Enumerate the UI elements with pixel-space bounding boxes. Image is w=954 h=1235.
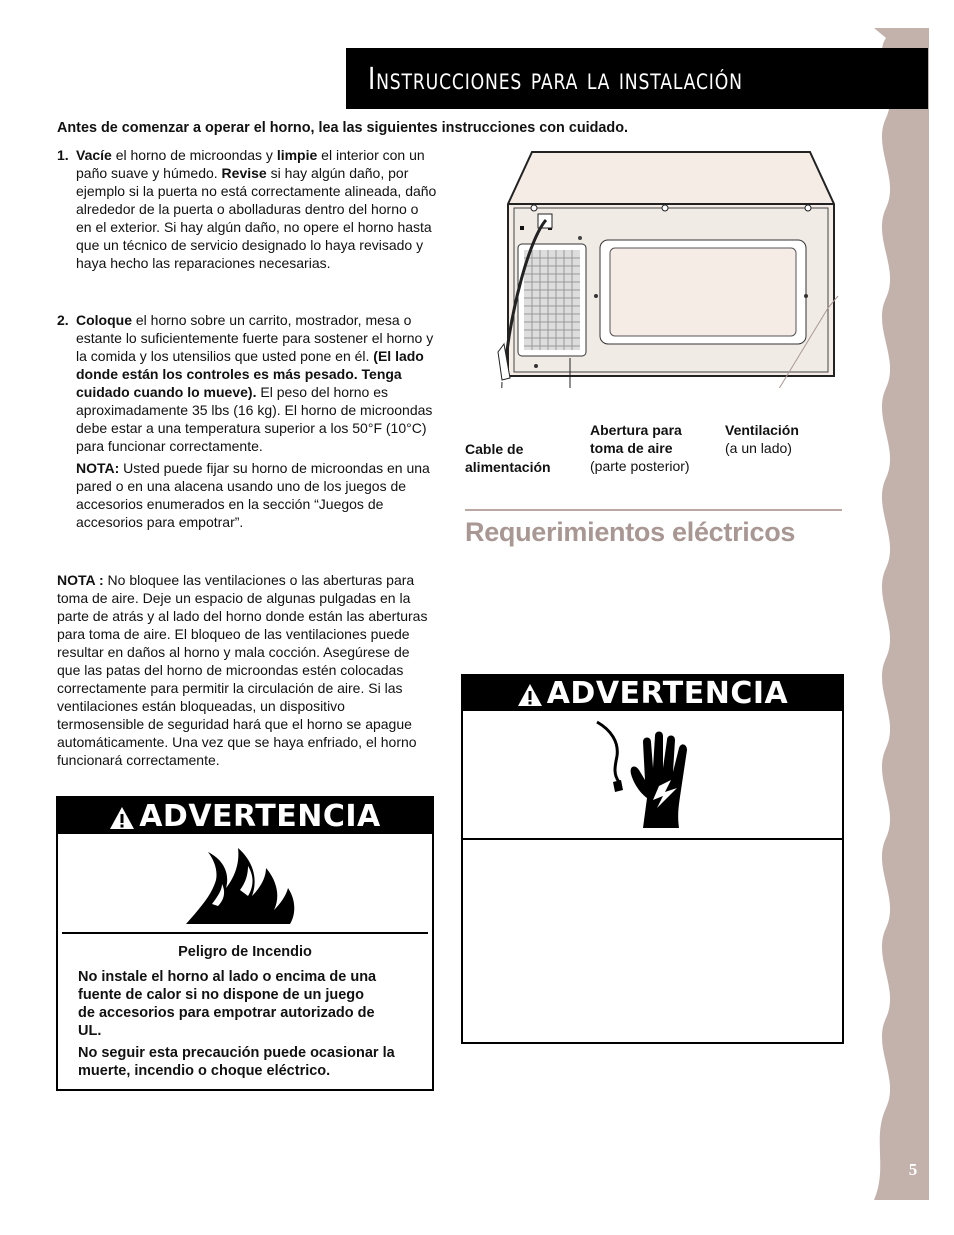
step-bold: Revise (221, 165, 267, 181)
label-power-cord-line1: Cable de (465, 441, 524, 457)
fire-warning-line1: No instale el horno al lado o encima de una fuente de calor si no dispone de un juego de accesorios para empotrar autorizado de UL. (78, 969, 377, 1039)
fire-warning-box (56, 796, 434, 1091)
label-air-intake-line2: toma de aire (590, 440, 673, 456)
step-bold: Vacíe (76, 147, 112, 163)
page-number: 5 (908, 1160, 918, 1179)
step-text-run: si hay algún daño, por ejemplo si la puerta no está correctamente alineada, daño alrededor de la puerta o abolladuras dentro del horno o en el exterior. Si hay algún daño, no opere el horno hasta que un técnico de servicio designado lo haya revisado y haya hecho las reparaciones necesarias. (76, 165, 437, 271)
step-bold: Coloque (76, 312, 132, 328)
step-note (76, 459, 437, 531)
label-vent-line1: Ventilación (725, 422, 799, 438)
step-text (76, 146, 437, 272)
warning-header (58, 798, 432, 834)
note-label: NOTA : (57, 572, 104, 588)
section-title-electrical: Requerimientos eléctricos (465, 517, 796, 547)
intro-text: Antes de comenzar a operar el horno, lea las siguientes instrucciones con cuidado. (57, 120, 628, 136)
label-vent-line2: (a un lado) (725, 440, 792, 456)
page-title: Instrucciones para la instalación (368, 62, 743, 97)
note-text: No bloquee las ventilaciones o las aberturas para toma de aire. Deje un espacio de algunas pulgadas en la parte de atrás y al lado del horno donde están las aberturas para toma de aire. El bloqueo de las ventilaciones puede resultar en daños al horno y mala cocción. Asegúrese de que las patas del horno de microondas estén colocadas correctamente para permitir la circulación de aire. Si las ventilaciones están bloqueadas, un dispositivo termosensible de seguridad hará que el horno se apague automáticamente. Una vez que se haya enfriado, el horno funcionará correctamente. (57, 572, 428, 768)
step-note-label: NOTA: (76, 460, 120, 476)
warning-triangle-icon (109, 806, 135, 830)
label-air-intake (590, 421, 720, 475)
warning-header-text: ADVERTENCIA (139, 799, 381, 834)
label-air-intake-line3: (parte posterior) (590, 458, 690, 474)
step-bold: (El lado donde están los controles es más pesado. Tenga cuidado cuando lo mueve). (76, 348, 424, 400)
step-number: 1. (57, 147, 69, 163)
step-1 (57, 146, 437, 272)
warning-header (463, 676, 842, 711)
label-vent (725, 421, 845, 457)
divider (463, 838, 842, 840)
warning-triangle-icon (517, 683, 543, 707)
electric-shock-hand-icon (593, 720, 703, 830)
label-air-intake-line1: Abertura para (590, 422, 682, 438)
step-text-run: El peso del horno es aproximadamente 35 lbs (16 kg). El horno de microondas debe estar a una temperatura superior a los 50°F (10°C) para funcionar correctamente. (76, 384, 433, 454)
step-text-run: el horno de microondas y (111, 147, 277, 163)
step-2 (57, 311, 437, 531)
microwave-rear-diagram (490, 148, 850, 388)
fire-warning-subtitle: Peligro de Incendio (178, 944, 312, 960)
step-text-run: el horno sobre un carrito, mostrador, mesa o estante lo suficientemente fuerte para sostener el horno y la comida y los utensilios que usted pone en él. (76, 312, 434, 364)
general-note (57, 571, 429, 769)
step-text-run: el interior con un paño suave y húmedo. (76, 147, 425, 181)
sidebar-wave (874, 28, 929, 1200)
title-bar (346, 48, 928, 109)
divider (62, 932, 428, 934)
label-power-cord-line2: alimentación (465, 459, 551, 475)
decorative-sidebar (874, 28, 929, 1200)
fire-icon (182, 844, 302, 926)
step-note-text: Usted puede fijar su horno de microondas en una pared o en una alacena usando uno de los juegos de accesorios enumerados en la sección “Juegos de accesorios para empotrar”. (76, 460, 430, 530)
fire-warning-line2: No seguir esta precaución puede ocasionar la muerte, incendio o choque eléctrico. (78, 1045, 395, 1079)
step-bold: limpie (276, 147, 318, 163)
shock-warning-box (461, 674, 844, 1044)
warning-header-text: ADVERTENCIA (546, 676, 789, 711)
step-number: 2. (57, 312, 69, 328)
step-text (76, 311, 437, 455)
label-power-cord (465, 440, 575, 476)
section-divider (465, 509, 842, 511)
